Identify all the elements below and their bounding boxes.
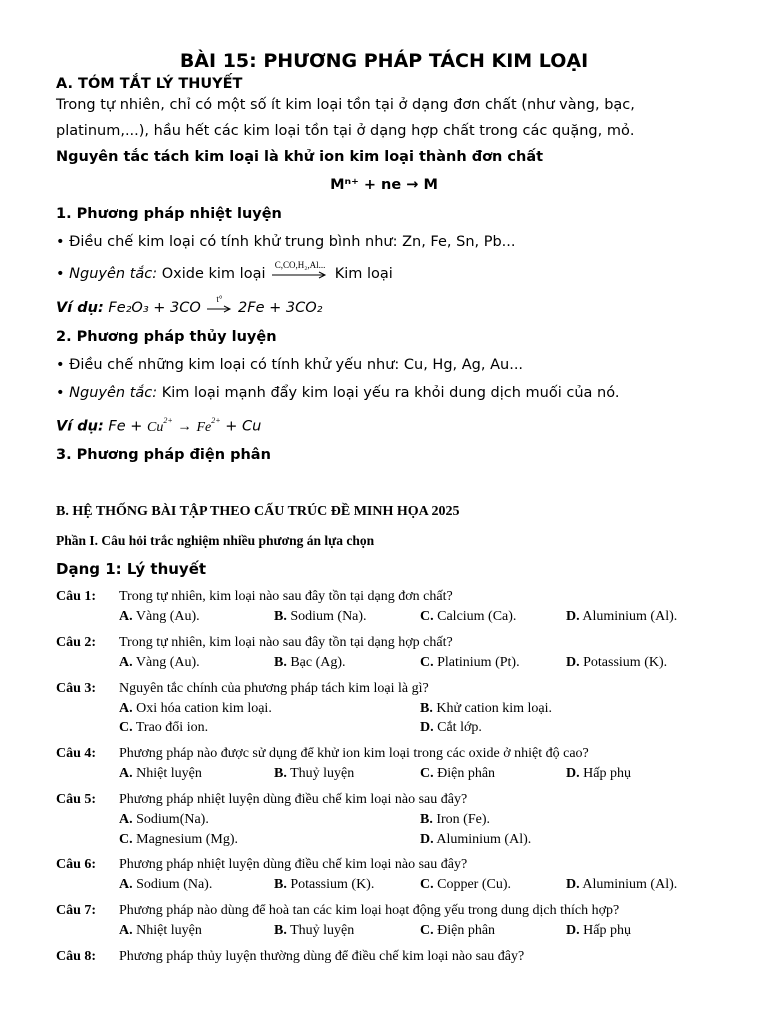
option-text: Sodium (Na). xyxy=(136,877,213,892)
option-d xyxy=(566,609,677,625)
section-a-heading: A. TÓM TẮT LÝ THUYẾT xyxy=(56,76,243,92)
method-1-heading: 1. Phương pháp nhiệt luyện xyxy=(56,206,282,222)
option-c xyxy=(420,766,495,782)
question-number: Câu 8: xyxy=(56,949,97,964)
option-text: Thuỷ luyện xyxy=(290,923,355,938)
option-key: A. xyxy=(119,877,133,892)
cu-charge: 2+ xyxy=(163,416,173,425)
option-key: A. xyxy=(119,923,133,938)
fe-ion xyxy=(196,416,221,435)
option-key: A. xyxy=(119,701,133,716)
option-text: Copper (Cu). xyxy=(437,877,512,892)
option-c xyxy=(119,832,238,848)
option-c xyxy=(420,609,516,625)
example-label: Ví dụ: xyxy=(56,300,104,316)
option-text: Trao đổi ion. xyxy=(135,720,209,735)
option-a xyxy=(119,812,209,828)
example-fe: Fe + xyxy=(108,418,143,435)
question-text: Phương pháp nhiệt luyện dùng điều chế kim loại nào sau đây? xyxy=(119,857,468,872)
option-text: Magnesium (Mg). xyxy=(136,832,239,847)
example-reactants: Fe₂O₃ + 3CO xyxy=(108,300,201,316)
option-b xyxy=(274,655,346,671)
arrow-reagents-label: C,CO,H₂,Al... xyxy=(274,260,326,270)
principle-label: • Nguyên tắc: xyxy=(56,385,158,401)
long-arrow-icon xyxy=(270,271,330,279)
question-text: Phương pháp nào dùng để hoà tan các kim loại hoạt động yếu trong dung dịch thích hợp? xyxy=(119,903,620,918)
option-a xyxy=(119,609,200,625)
method-1-bullet-2 xyxy=(56,260,393,282)
question-number: Câu 2: xyxy=(56,635,97,650)
option-c xyxy=(420,877,511,893)
option-d xyxy=(420,832,531,848)
option-a xyxy=(119,923,202,939)
question-number: Câu 4: xyxy=(56,746,97,761)
question-text: Nguyên tắc chính của phương pháp tách kim loại là gì? xyxy=(119,681,429,696)
heat-label: t° xyxy=(216,294,223,304)
option-key: C. xyxy=(420,609,434,624)
option-text: Vàng (Au). xyxy=(135,655,200,670)
principle-line: Nguyên tắc tách kim loại là khử ion kim loại thành đơn chất xyxy=(56,149,544,165)
section-b-heading: B. HỆ THỐNG BÀI TẬP THEO CẤU TRÚC ĐỀ MINH HỌA 2025 xyxy=(56,504,460,519)
option-text: Hấp phụ xyxy=(583,766,631,781)
question-text: Phương pháp thủy luyện thường dùng để điều chế kim loại nào sau đây? xyxy=(119,949,525,964)
option-text: Thuỷ luyện xyxy=(290,766,355,781)
option-key: C. xyxy=(119,720,133,735)
option-key: C. xyxy=(420,766,434,781)
option-text: Điện phân xyxy=(437,923,496,938)
fe-charge: 2+ xyxy=(211,416,221,425)
option-key: B. xyxy=(274,877,287,892)
option-b xyxy=(274,609,367,625)
option-d xyxy=(420,720,482,736)
method-1-bullet-1: • Điều chế kim loại có tính khử trung bình như: Zn, Fe, Sn, Pb... xyxy=(56,234,516,250)
principle-equation: Mⁿ⁺ + ne → M xyxy=(330,177,438,193)
option-key: A. xyxy=(119,609,133,624)
question-text: Trong tự nhiên, kim loại nào sau đây tồn tại dạng đơn chất? xyxy=(119,589,453,604)
option-text: Potassium (K). xyxy=(290,877,375,892)
option-key: B. xyxy=(274,655,287,670)
option-text: Iron (Fe). xyxy=(436,812,490,827)
cu-symbol: Cu xyxy=(147,419,164,435)
method-2-bullet-2 xyxy=(56,385,619,401)
option-text: Potassium (K). xyxy=(583,655,668,670)
option-key: C. xyxy=(119,832,133,847)
option-key: C. xyxy=(420,877,434,892)
option-key: C. xyxy=(420,655,434,670)
option-text: Nhiệt luyện xyxy=(136,766,202,781)
option-text: Nhiệt luyện xyxy=(136,923,202,938)
option-key: A. xyxy=(119,812,133,827)
method-2-example xyxy=(56,418,261,436)
option-text: Điện phân xyxy=(437,766,496,781)
option-text: Bạc (Ag). xyxy=(290,655,346,670)
option-text: Sodium(Na). xyxy=(136,812,209,827)
intro-line-1: Trong tự nhiên, chỉ có một số ít kim loại tồn tại ở dạng đơn chất (như vàng, bạc, xyxy=(56,97,635,113)
fe-symbol: Fe xyxy=(196,419,212,435)
option-d xyxy=(566,766,631,782)
option-b xyxy=(274,877,374,893)
option-text: Calcium (Ca). xyxy=(437,609,517,624)
question-number: Câu 3: xyxy=(56,681,97,696)
intro-line-2: platinum,...), hầu hết các kim loại tồn tại ở dạng hợp chất trong các quặng, mỏ. xyxy=(56,123,635,139)
option-text: Aluminium (Al). xyxy=(582,609,678,624)
option-text: Aluminium (Al). xyxy=(436,832,532,847)
option-text: Oxi hóa cation kim loại. xyxy=(136,701,272,716)
option-key: B. xyxy=(420,701,433,716)
dang-1-heading: Dạng 1: Lý thuyết xyxy=(56,560,207,578)
option-c xyxy=(420,655,520,671)
option-d xyxy=(566,877,677,893)
part-1-heading: Phần I. Câu hỏi trắc nghiệm nhiều phương án lựa chọn xyxy=(56,533,375,548)
cu-ion xyxy=(147,416,173,435)
option-text: Sodium (Na). xyxy=(290,609,367,624)
question-text: Trong tự nhiên, kim loại nào sau đây tồn tại dạng hợp chất? xyxy=(119,635,453,650)
option-key: D. xyxy=(566,923,580,938)
principle-text: Kim loại mạnh đẩy kim loại yếu ra khỏi dung dịch muối của nó. xyxy=(161,385,620,401)
oxide-text: Oxide kim loại xyxy=(161,266,266,282)
option-key: D. xyxy=(566,655,580,670)
option-text: Cắt lớp. xyxy=(437,720,482,735)
question-text: Phương pháp nào được sử dụng để khử ion kim loại trong các oxide ở nhiệt độ cao? xyxy=(119,746,589,761)
question-text: Phương pháp nhiệt luyện dùng điều chế kim loại nào sau đây? xyxy=(119,792,468,807)
option-key: A. xyxy=(119,655,133,670)
option-key: D. xyxy=(420,832,434,847)
option-text: Platinium (Pt). xyxy=(437,655,520,670)
reaction-arrow xyxy=(270,260,330,281)
option-key: C. xyxy=(420,923,434,938)
option-key: B. xyxy=(420,812,433,827)
option-d xyxy=(566,923,631,939)
option-a xyxy=(119,701,272,717)
example-end: + Cu xyxy=(225,418,262,435)
option-key: D. xyxy=(566,766,580,781)
option-text: Aluminium (Al). xyxy=(582,877,678,892)
option-a xyxy=(119,877,212,893)
method-2-heading: 2. Phương pháp thủy luyện xyxy=(56,329,277,345)
example-products: 2Fe + 3CO₂ xyxy=(238,300,323,316)
option-d xyxy=(566,655,667,671)
method-2-bullet-1: • Điều chế những kim loại có tính khử yếu như: Cu, Hg, Ag, Au... xyxy=(56,357,524,373)
option-key: B. xyxy=(274,923,287,938)
option-key: D. xyxy=(420,720,434,735)
option-key: D. xyxy=(566,609,580,624)
option-b xyxy=(420,812,490,828)
method-3-heading: 3. Phương pháp điện phân xyxy=(56,447,271,463)
method-1-example xyxy=(56,294,323,316)
page-title: BÀI 15: PHƯƠNG PHÁP TÁCH KIM LOẠI xyxy=(179,50,589,72)
question-number: Câu 5: xyxy=(56,792,97,807)
option-key: B. xyxy=(274,766,287,781)
option-b xyxy=(274,766,354,782)
arrow-icon xyxy=(205,305,233,313)
reaction-arrow: → xyxy=(177,418,192,435)
option-key: B. xyxy=(274,609,287,624)
option-text: Khử cation kim loại. xyxy=(436,701,553,716)
option-a xyxy=(119,655,200,671)
option-key: A. xyxy=(119,766,133,781)
option-text: Hấp phụ xyxy=(583,923,631,938)
heat-arrow xyxy=(205,294,233,315)
question-number: Câu 6: xyxy=(56,857,97,872)
option-key: D. xyxy=(566,877,580,892)
option-b xyxy=(274,923,354,939)
option-c xyxy=(420,923,495,939)
principle-label: • Nguyên tắc: xyxy=(56,266,158,282)
question-number: Câu 7: xyxy=(56,903,97,918)
option-a xyxy=(119,766,202,782)
option-text: Vàng (Au). xyxy=(135,609,200,624)
option-b xyxy=(420,701,552,717)
question-number: Câu 1: xyxy=(56,589,97,604)
option-c xyxy=(119,720,208,736)
example-label: Ví dụ: xyxy=(56,418,104,435)
metal-text: Kim loại xyxy=(334,266,393,282)
